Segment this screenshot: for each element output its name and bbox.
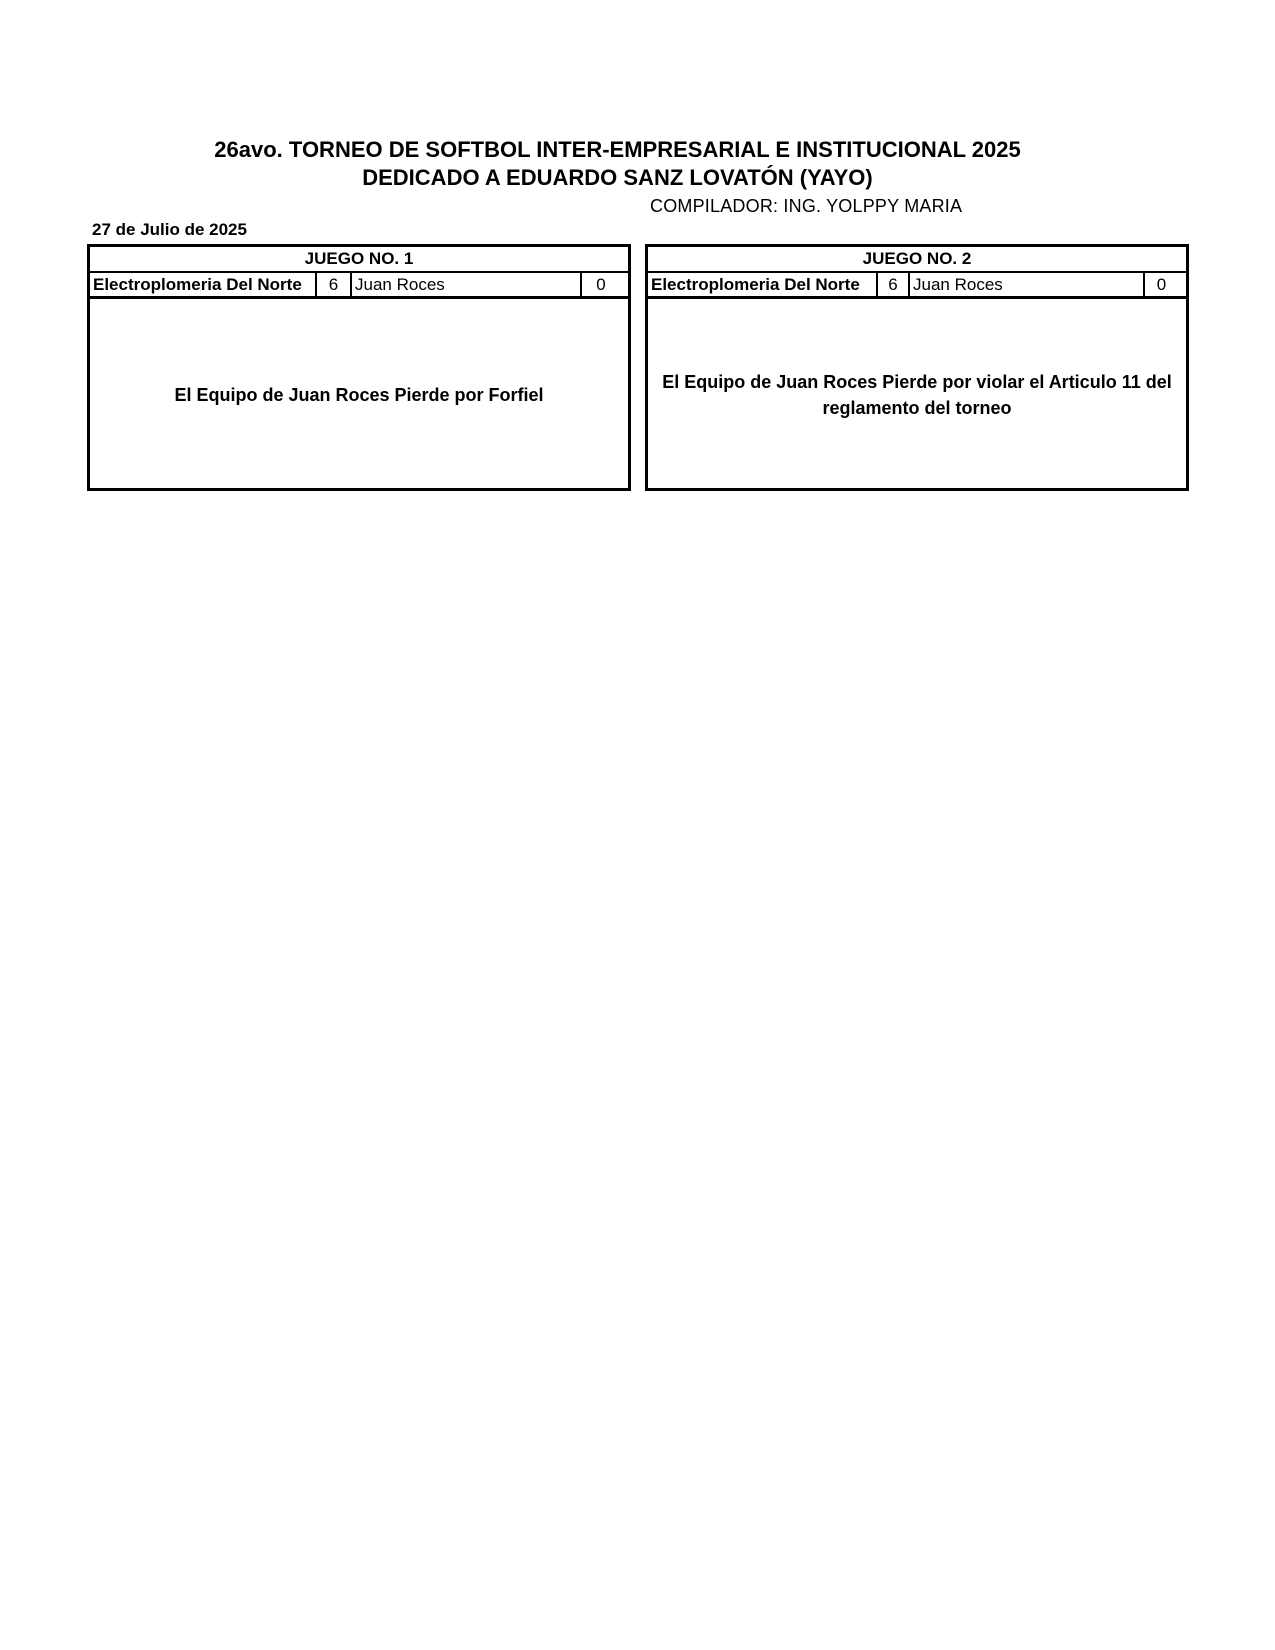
- score-row: [648, 273, 1186, 299]
- game-card-1: [87, 244, 631, 491]
- date-label: 27 de Julio de 2025: [92, 220, 247, 239]
- game-note: El Equipo de Juan Roces Pierde por violar el Articulo 11 del reglamento del torneo: [662, 371, 1172, 418]
- score-row: [90, 273, 628, 299]
- game-card-2: [645, 244, 1189, 491]
- page-title: 26avo. TORNEO DE SOFTBOL INTER-EMPRESARIAL E INSTITUCIONAL 2025: [214, 137, 1021, 162]
- game-title: JUEGO NO. 2: [648, 247, 1186, 273]
- home-team-name: Electroplomeria Del Norte: [90, 273, 317, 296]
- away-team-score: 0: [1156, 275, 1167, 294]
- page-subtitle: DEDICADO A EDUARDO SANZ LOVATÓN (YAYO): [362, 165, 873, 190]
- home-team-score: 6: [317, 273, 352, 296]
- game-title: JUEGO NO. 1: [90, 247, 628, 273]
- game-note: El Equipo de Juan Roces Pierde por Forfiel: [174, 384, 544, 405]
- away-team-name: Juan Roces: [910, 273, 1145, 296]
- home-team-name: Electroplomeria Del Norte: [648, 273, 878, 296]
- compiler-label: COMPILADOR: ING. YOLPPY MARIA: [650, 196, 963, 216]
- home-team-score: 6: [878, 273, 910, 296]
- away-team-score: 0: [596, 275, 606, 294]
- away-team-name: Juan Roces: [352, 273, 582, 296]
